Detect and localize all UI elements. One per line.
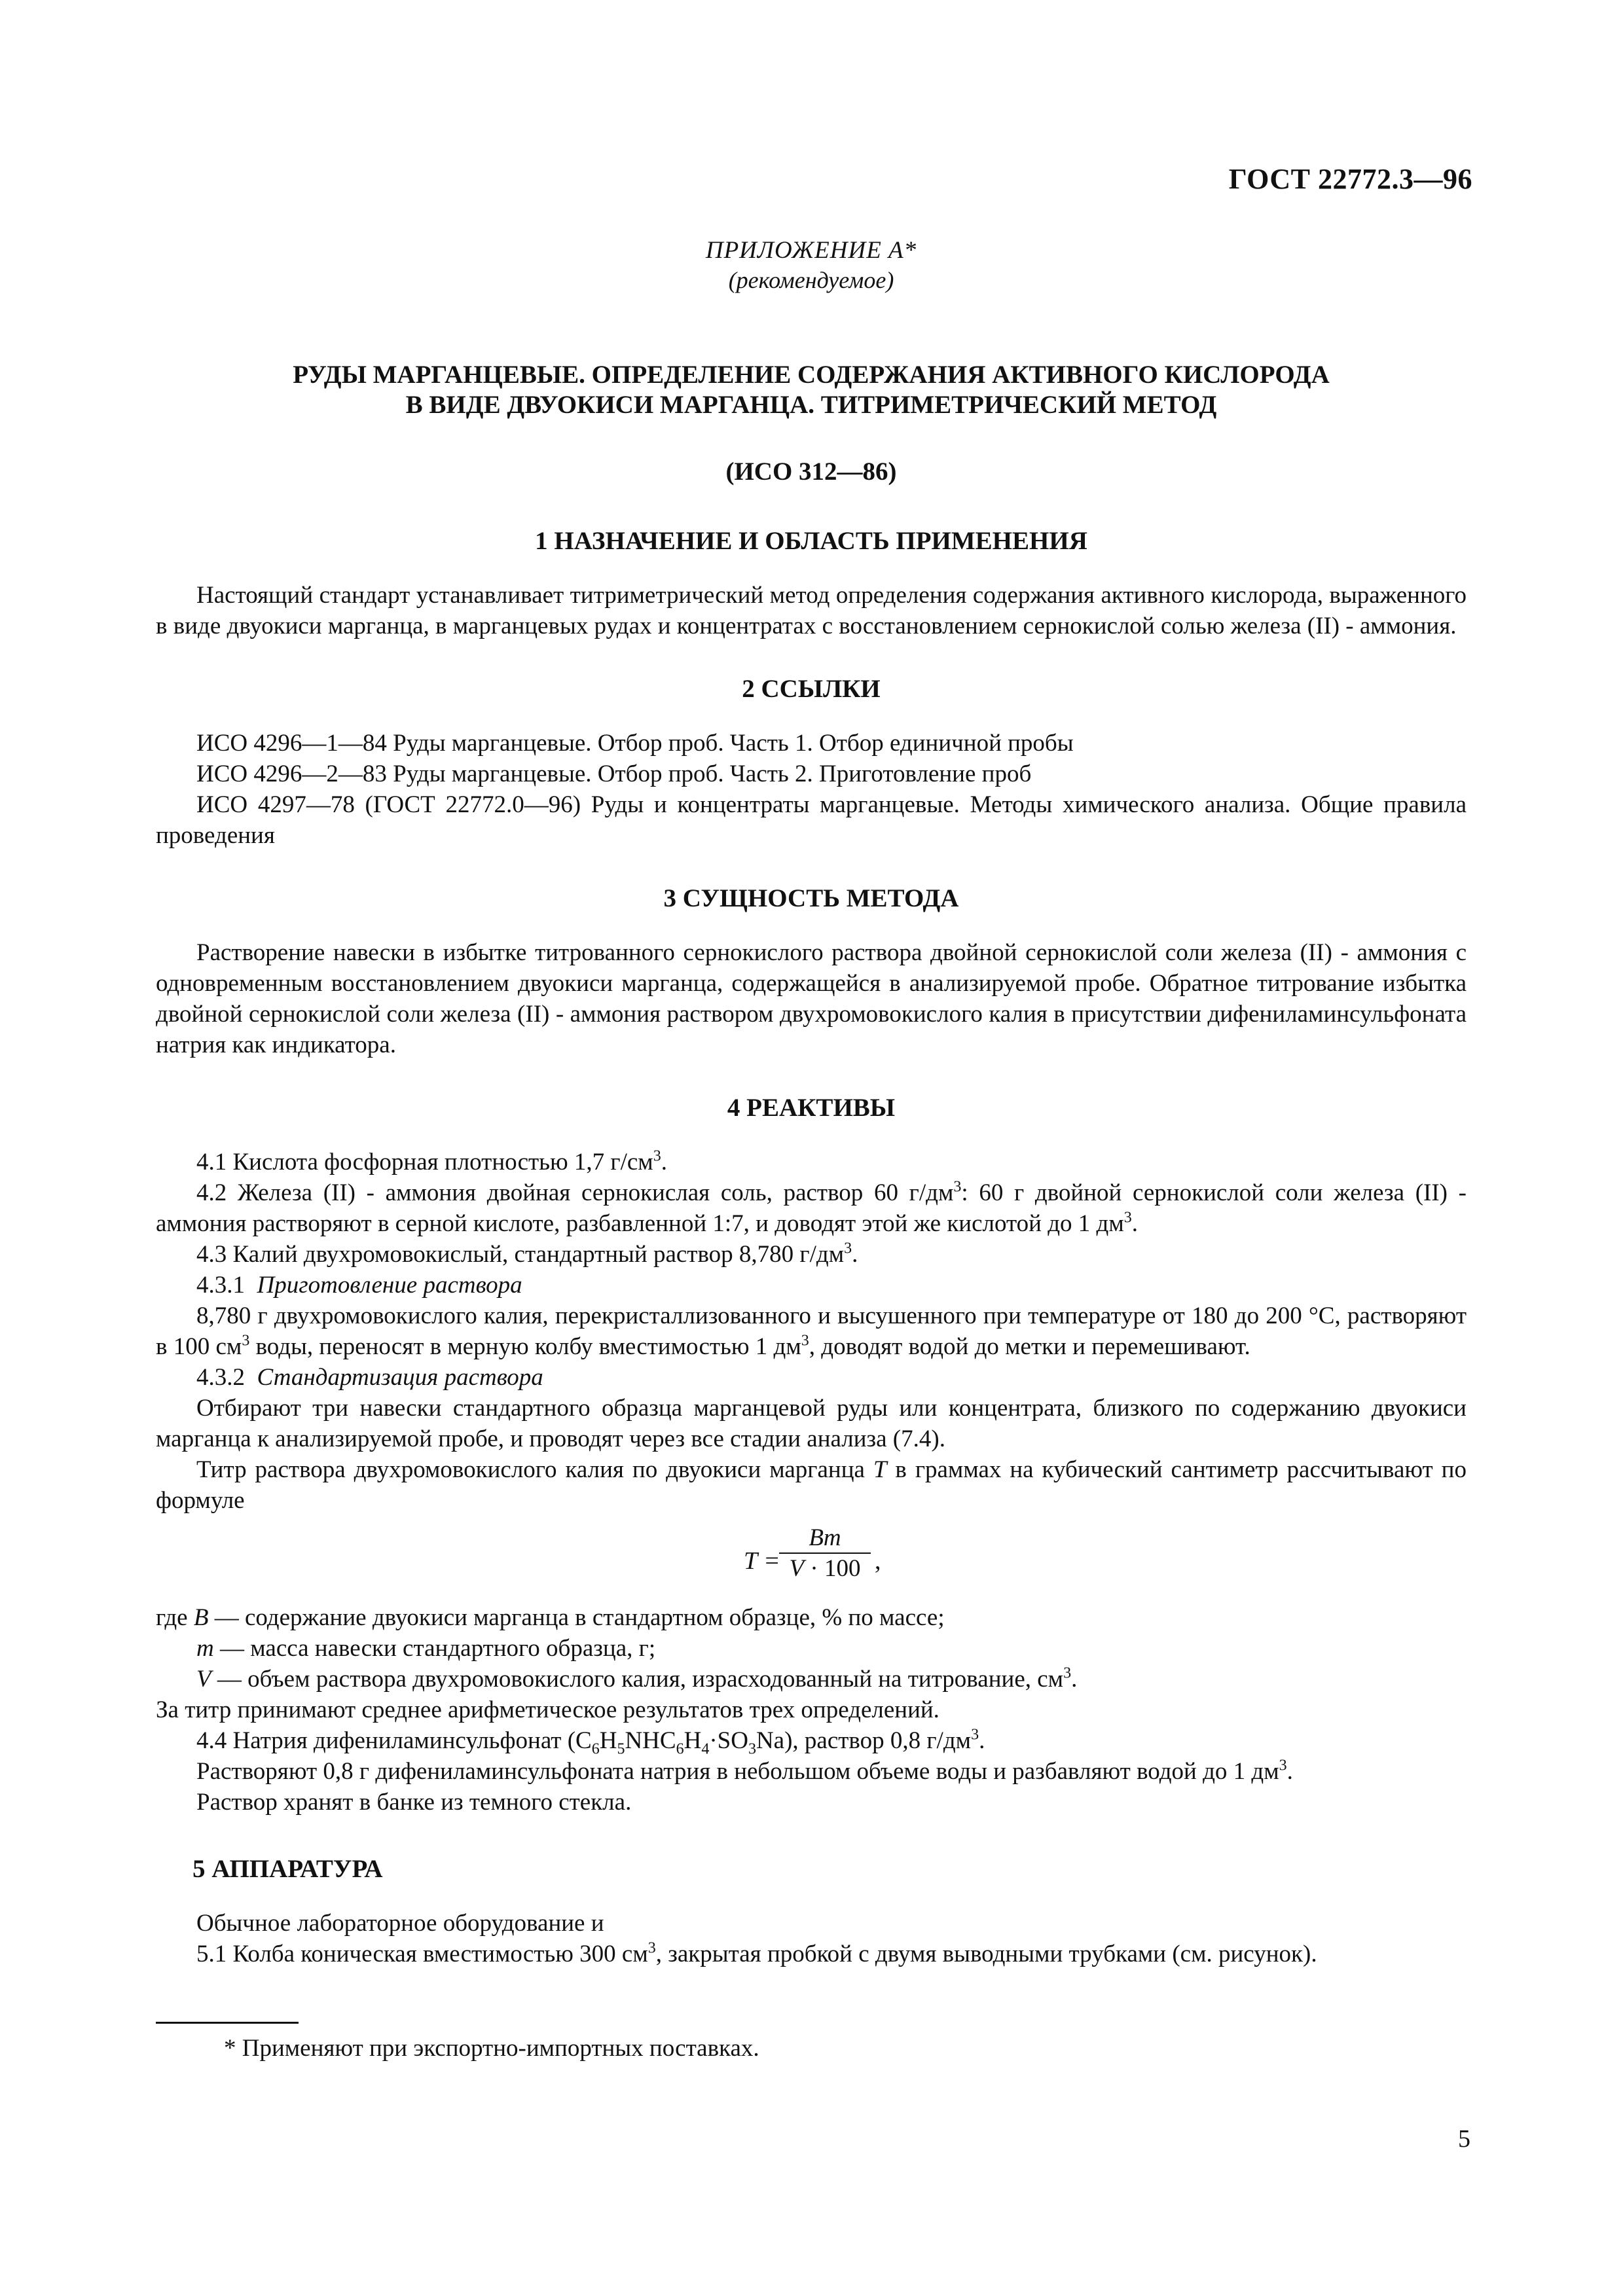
formula-intro: Титр раствора двухромовокислого калия по двуокиси марганца T в граммах на кубический сантиметр рассчитывают по формуле [156,1456,1467,1514]
clause-4-2: 4.2 Железа (II) - аммония двойная сернокислая соль, раствор 60 $г/дм^3$: 60 г двойной сернокислой соли железа (II) - аммония растворяют в серной кислоте, разбавленной 1:7, и доводят этой же кислотой до 1 $дм^3$. [156,1178,1467,1237]
footnote: * Применяют при экспортно-импортных поставках. [224,2035,759,2062]
where-line-3: V — объем раствора двухромовокислого калия, израсходованный на титрование, $см^3$. [196,1664,1078,1693]
formula-numerator: Bm [779,1524,871,1554]
appendix-title: ПРИЛОЖЕНИЕ А* [705,237,917,264]
section-5-intro: Обычное лабораторное оборудование и [196,1910,604,1937]
appendix-subtitle: (рекомендуемое) [728,267,894,293]
clause-4-3-2-text: Отбирают три навески стандартного образца марганцевой руды или концентрата, близкого по содержанию двуокиси марганца к анализируемой пробе, и проводят через все стадии анализа (7.4). [156,1395,1467,1452]
clause-5-1: 5.1 Колба коническая вместимостью 300 $см^3$, закрытая пробкой с двумя выводными трубками (см. рисунок). [196,1939,1317,1967]
clause-4-3-1-heading: 4.3.1 Приготовление раствора [196,1272,522,1299]
where-line-2: m — масса навески стандартного образца, г; [196,1635,656,1662]
page-number: 5 [1458,2125,1470,2153]
section-2-heading: 2 ССЫЛКИ [742,675,881,703]
clause-4-4-storage: Раствор хранят в банке из темного стекла. [196,1789,632,1816]
document-code: ГОСТ 22772.3—96 [1228,163,1472,195]
section-4-heading: 4 РЕАКТИВЫ [727,1094,896,1122]
section-3-text: Растворение навески в избытке титрованного сернокислого раствора двойной сернокислой соли железа (II) - аммония с одновременным восстановлением двуокиси марганца, содержащейся в анализируемой пробе. Обратное титрование избытка двойной сернокислой соли железа (II) - аммония раствором двухромовокислого калия в присутствии дифениламинсульфоната натрия как индикатора. [156,939,1467,1058]
footnote-divider [156,2022,299,2024]
titer-formula [156,1524,1467,1597]
clause-4-1: 4.1 Кислота фосфорная плотностью 1,7 $г/см^3$. [196,1147,667,1175]
formula-lhs: T = [744,1547,780,1575]
section-3-heading: 3 СУЩНОСТЬ МЕТОДА [663,884,959,912]
reference-item: ИСО 4296—2—83 Руды марганцевые. Отбор проб. Часть 2. Приготовление проб [196,761,1032,787]
reference-item: ИСО 4297—78 (ГОСТ 22772.0—96) Руды и концентраты марганцевые. Методы химического анализа. Общие правила проведения [156,791,1467,849]
where-line-1: где B — содержание двуокиси марганца в стандартном образце, % по массе; [156,1604,945,1631]
document-title-line-1: РУДЫ МАРГАНЦЕВЫЕ. ОПРЕДЕЛЕНИЕ СОДЕРЖАНИЯ АКТИВНОГО КИСЛОРОДА [293,361,1330,389]
section-1-heading: 1 НАЗНАЧЕНИЕ И ОБЛАСТЬ ПРИМЕНЕНИЯ [535,527,1087,555]
clause-4-3: 4.3 Калий двухромовокислый, стандартный раствор 8,780 $г/дм^3$. [196,1240,858,1268]
iso-reference: (ИСО 312—86) [725,457,897,486]
reference-item: ИСО 4296—1—84 Руды марганцевые. Отбор проб. Часть 1. Отбор единичной пробы [196,730,1074,757]
clause-4-3-1-text: 8,780 г двухромовокислого калия, перекристаллизованного и высушенного при температуре от 180 до 200 °C, растворяют в 100 $см^3$ воды, переносят в мерную колбу вместимостью 1 $дм^3$, доводят водой до метки и перемешивают. [156,1302,1467,1360]
section-5-heading: 5 АППАРАТУРА [192,1855,383,1883]
formula-comma: , [875,1547,881,1575]
formula-fraction [779,1524,871,1584]
document-title-line-2: В ВИДЕ ДВУОКИСИ МАРГАНЦА. ТИТРИМЕТРИЧЕСКИЙ МЕТОД [405,391,1217,419]
section-1-text: Настоящий стандарт устанавливает титриметрический метод определения содержания активного кислорода, выраженного в виде двуокиси марганца, в марганцевых рудах и концентратах с восстановлением сернокислой солью железа (II) - аммония. [156,582,1467,639]
clause-4-4: 4.4 Натрия дифениламинсульфонат $(C_6H_5NHC_6H_4\cdot SO_3Na)$, раствор 0,8 $г/дм^3$. [196,1726,985,1758]
formula-denominator: V · 100 [789,1555,861,1582]
document-body [156,236,1467,1969]
clause-4-4-text: Растворяют 0,8 г дифениламинсульфоната натрия в небольшом объеме воды и разбавляют водой до 1 $дм^3$. [196,1757,1293,1785]
clause-4-3-2-heading: 4.3.2 Стандартизация раствора [196,1364,543,1391]
average-note: За титр принимают среднее арифметическое результатов трех определений. [156,1696,939,1723]
